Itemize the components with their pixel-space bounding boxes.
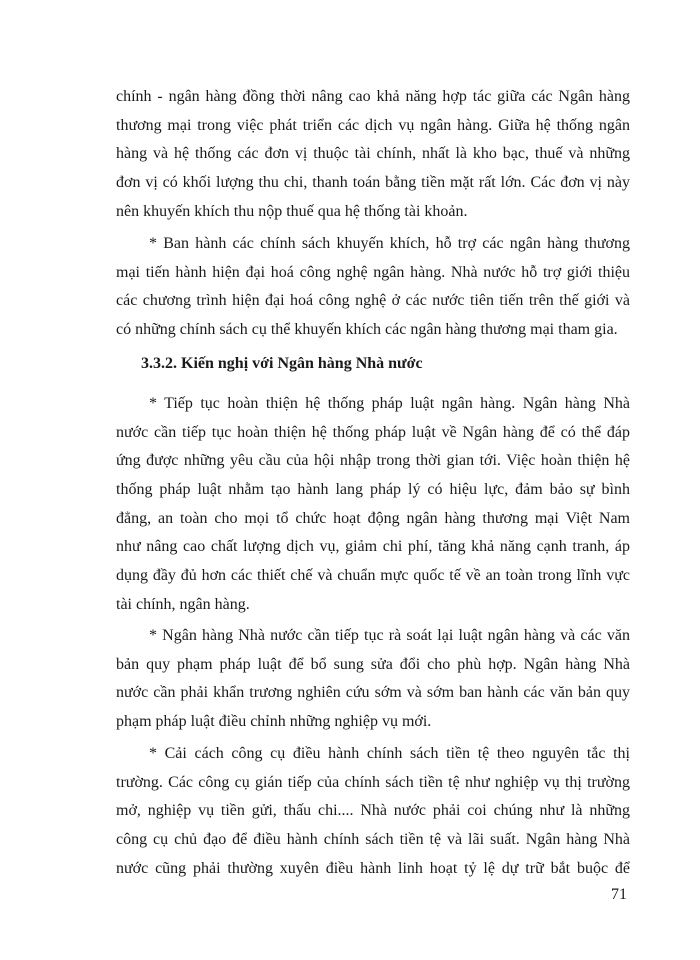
paragraph-2 [116, 230, 630, 345]
text-line: mở, nghiệp vụ tiền gửi, thấu chi.... Nhà nước phải coi chúng như là những [116, 802, 630, 820]
paragraph-5 [116, 740, 630, 883]
text-line: thương mại trong việc phát triển các dịch vụ ngân hàng. Giữa hệ thống ngân [116, 116, 630, 134]
text-line: thống pháp luật nhằm tạo hành lang pháp lý có hiệu lực, đảm bảo sự bình [116, 481, 630, 499]
text-line: bản quy phạm pháp luật để bổ sung sửa đổi cho phù hợp. Ngân hàng Nhà [116, 655, 630, 673]
text-line: ứng được những yêu cầu của hội nhập trong thời gian tới. Việc hoàn thiện hệ [116, 452, 630, 470]
text-line: * Tiếp tục hoàn thiện hệ thống pháp luật ngân hàng. Ngân hàng Nhà [149, 395, 630, 412]
text-line: mại tiến hành hiện đại hoá công nghệ ngân hàng. Nhà nước hỗ trợ giới thiệu [116, 263, 630, 281]
text-line: * Cải cách công cụ điều hành chính sách tiền tệ theo nguyên tắc thị [149, 745, 630, 762]
text-line: đẳng, an toàn cho mọi tổ chức hoạt động ngân hàng thương mại Việt Nam [116, 509, 630, 527]
text-line: phạm pháp luật điều chỉnh những nghiệp vụ mới. [116, 713, 432, 731]
text-line: nước cần phải khẩn trương nghiên cứu sớm và sớm ban hành các văn bản quy [116, 684, 630, 702]
text-line: dụng đầy đủ hơn các thiết chế và chuẩn mực quốc tế về an toàn trong lĩnh vực [116, 567, 630, 585]
text-line: hàng và hệ thống các đơn vị thuộc tài chính, nhất là kho bạc, thuế và những [116, 145, 630, 163]
text-line: công cụ chủ đạo để điều hành chính sách tiền tệ và lãi suất. Ngân hàng Nhà [116, 831, 630, 849]
text-line: nước cũng phải thường xuyên điều hành linh hoạt tỷ lệ dự trữ bắt buộc để [116, 859, 630, 877]
section-heading: 3.3.2. Kiến nghị với Ngân hàng Nhà nước [141, 355, 423, 372]
text-line: chính - ngân hàng đồng thời nâng cao khả năng hợp tác giữa các Ngân hàng [116, 88, 630, 105]
text-line: như nâng cao chất lượng dịch vụ, giảm chi phí, tăng khả năng cạnh tranh, áp [116, 538, 630, 556]
page-number: 71 [611, 886, 627, 903]
text-line: * Ngân hàng Nhà nước cần tiếp tục rà soát lại luật ngân hàng và các văn [149, 627, 630, 644]
text-line: nước cần tiếp tục hoàn thiện hệ thống pháp luật về Ngân hàng để có thể đáp [116, 423, 630, 441]
text-line: có những chính sách cụ thể khuyến khích các ngân hàng thương mại tham gia. [116, 321, 618, 339]
text-line: nên khuyến khích thu nộp thuế qua hệ thống tài khoản. [116, 202, 468, 220]
text-line: đơn vị có khối lượng thu chi, thanh toán bằng tiền mặt rất lớn. Các đơn vị này [116, 174, 630, 192]
text-line: * Ban hành các chính sách khuyến khích, hỗ trợ các ngân hàng thương [149, 235, 630, 252]
paragraph-4 [116, 622, 630, 737]
text-line: trường. Các công cụ gián tiếp của chính sách tiền tệ như nghiệp vụ thị trường [116, 773, 630, 791]
text-line: các chương trình hiện đại hoá công nghệ ở các nước tiên tiến trên thế giới và [116, 292, 630, 310]
paragraph-3 [116, 390, 630, 620]
text-line: tài chính, ngân hàng. [116, 595, 250, 613]
paragraph-1 [116, 83, 630, 226]
